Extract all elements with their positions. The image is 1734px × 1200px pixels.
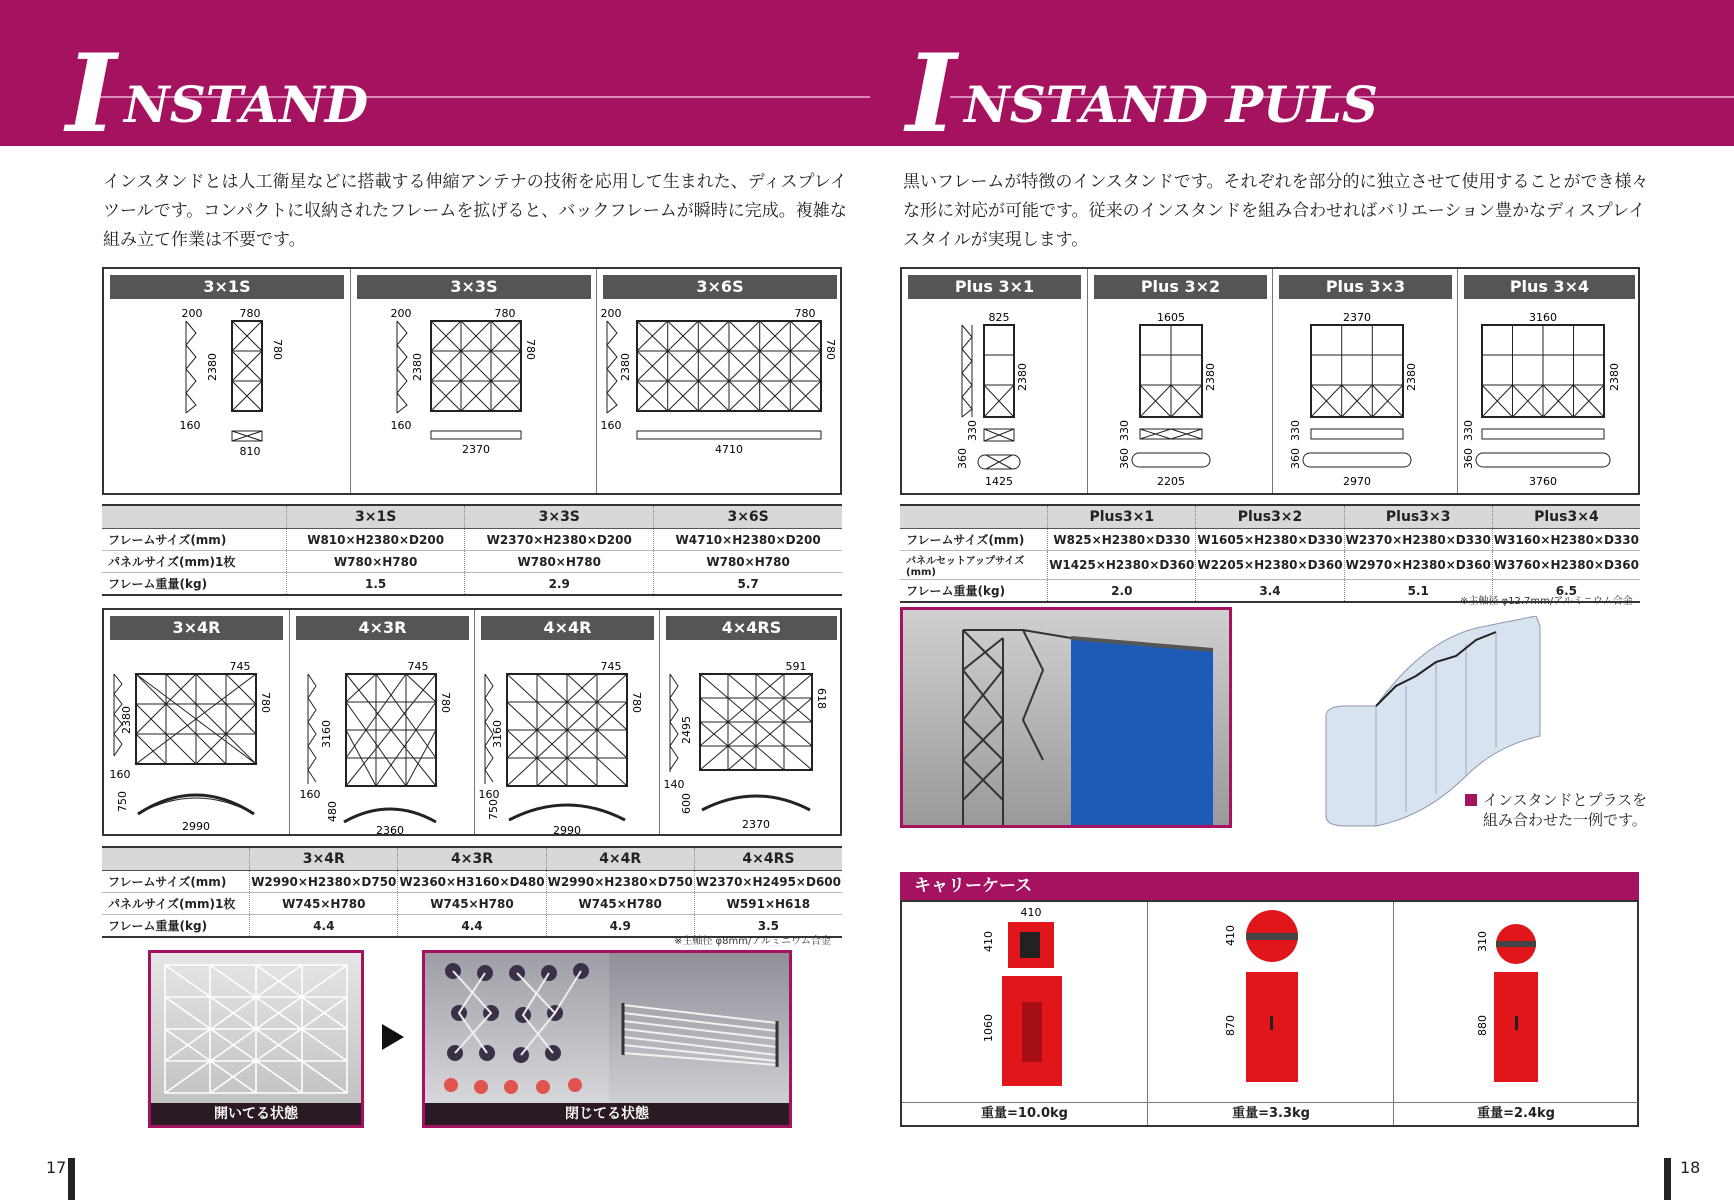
dim: 780 [630,692,643,713]
carry-case-title: キャリーケース [900,872,1639,900]
frame-diagram-group-1 [102,267,842,495]
diagram-3x3s [350,269,597,493]
right-intro-line: スタイルが実現します。 [903,230,1089,250]
table-header: Plus3×2 [1196,505,1344,529]
diagram-plus-3x3 [1272,269,1458,493]
photo-caption: 開いてる状態 [151,1103,361,1125]
spec-table-left-2 [102,846,842,938]
dim: 780 [494,307,516,320]
carry-case-frame [900,900,1639,1127]
table-cell: W2990×H2380×D750 [546,871,694,893]
dim: 2370 [742,818,770,831]
dim: 330 [966,420,979,441]
dim: 1060 [982,1014,995,1042]
page-bar-right [1664,1158,1671,1200]
dim: 480 [326,801,339,822]
table-cell: W2370×H2380×D200 [465,529,654,551]
dim: 591 [785,660,807,673]
diagram-3x1s [104,269,350,493]
diagram-4x4r [474,610,660,834]
table-cell: W810×H2380×D200 [287,529,465,551]
table-header: 4×4R [546,847,694,871]
dim: 2990 [553,824,581,834]
dim: 3160 [320,720,333,748]
table-cell: 2.0 [1048,580,1196,603]
dim: 4710 [715,443,743,456]
page-number-left: 17 [46,1158,67,1177]
diagram-plus-3x4 [1457,269,1641,493]
dim: 780 [524,339,537,360]
dim: 2380 [1405,363,1418,391]
open-frame-image [151,953,361,1103]
table-cell: 1.5 [287,573,465,596]
table-header [102,505,287,529]
dim: 2380 [206,353,219,381]
dim: 618 [815,688,828,709]
frame-diagram-plus-3x4 [1458,303,1641,493]
table-row [102,871,842,893]
table-header: 3×6S [654,505,842,529]
frame-diagram-group-plus [900,267,1640,495]
table-header [900,505,1048,529]
dim: 1605 [1157,311,1185,324]
dim: 160 [478,788,500,801]
dim: 3760 [1529,475,1557,488]
table-cell: W1605×H2380×D330 [1196,529,1344,551]
table-header: Plus3×1 [1048,505,1196,529]
table-cell: フレーム重量(kg) [102,915,250,938]
dim: 140 [663,778,685,791]
table-cell: 4.4 [250,915,398,938]
dim: 780 [259,692,272,713]
combination-caption [1465,790,1647,830]
dim: 745 [600,660,622,673]
dim: 330 [1462,420,1475,441]
dim: 160 [390,419,412,432]
dim: 2380 [120,706,133,734]
dim: 780 [439,692,452,713]
material-note-left: ※主軸径 φ8mm/アルミニウム合金 [674,936,831,947]
table-cell: パネルサイズ(mm)1枚 [102,893,250,915]
diagram-label: Plus 3×3 [1279,275,1452,299]
diagram-3x4r [104,610,289,834]
folded-frame-image [609,953,789,1106]
dim: 160 [179,419,201,432]
dim: 160 [600,419,622,432]
left-title-cap: I [66,31,117,157]
dim: 2370 [1343,311,1371,324]
diagram-4x4rs [659,610,843,834]
dim: 2370 [462,443,490,456]
table-cell: W2990×H2380×D750 [250,871,398,893]
frame-diagram-4x3r [290,644,475,834]
dim: 360 [1289,448,1302,469]
left-intro-line: ツールです。コンパクトに収納されたフレームを拡げると、バックフレームが瞬時に完成。複雑な [103,201,847,221]
table-cell: フレームサイズ(mm) [102,871,250,893]
right-title-rest: NSTAND PULS [964,75,1379,134]
table-row [102,551,842,573]
left-intro-line: 組み立て作業は不要です。 [103,230,306,250]
table-header-row [900,505,1640,529]
table-cell: W4710×H2380×D200 [654,529,842,551]
diagram-plus-3x2 [1087,269,1273,493]
diagram-3x6s [596,269,843,493]
dim: 825 [988,311,1010,324]
diagram-label: Plus 3×2 [1094,275,1267,299]
spec-table-right [900,504,1640,603]
table-cell: 5.1 [1344,580,1492,603]
table-row [102,573,842,596]
table-cell: W2360×H3160×D480 [398,871,546,893]
dim: 360 [1462,448,1475,469]
left-title-rest: NSTAND [124,75,369,134]
case-small-drawing [1394,902,1638,1100]
table-row [102,893,842,915]
table-cell: W780×H780 [654,551,842,573]
table-header: 3×3S [465,505,654,529]
diagram-label: 3×3S [357,275,591,299]
table-cell: 4.9 [546,915,694,938]
table-cell: W780×H780 [287,551,465,573]
table-cell: W2970×H2380×D360 [1344,551,1492,580]
dim: 780 [794,307,816,320]
right-title [906,31,1686,178]
left-intro-line: インスタンドとは人工衛星などに搭載する伸縮アンテナの技術を応用して生まれた、ディスプレイ [103,172,847,192]
dim: 745 [407,660,429,673]
dim: 160 [109,768,131,781]
table-cell: 3.4 [1196,580,1344,603]
table-header [102,847,250,871]
dim: 360 [956,448,969,469]
diagram-label: 4×4RS [666,616,837,640]
table-row [900,529,1640,551]
photo-instand-plus [900,607,1232,828]
left-title-sub: インスタンド [130,152,268,178]
table-header: 3×4R [250,847,398,871]
table-header-row [102,505,842,529]
case-weight: 重量=3.3kg [1148,1102,1394,1125]
diagram-label: Plus 3×4 [1464,275,1635,299]
left-intro [103,168,863,255]
table-cell: W1425×H2380×D360 [1048,551,1196,580]
diagram-label: 4×3R [296,616,469,640]
dim: 2380 [1016,363,1029,391]
dim: 3160 [1529,311,1557,324]
table-cell: W745×H780 [250,893,398,915]
dim: 410 [1224,925,1237,946]
dim: 600 [680,793,693,814]
dim: 810 [239,445,261,458]
table-row [900,551,1640,580]
dim: 310 [1476,931,1489,952]
left-title [66,31,846,178]
table-cell: 2.9 [465,573,654,596]
dim: 2380 [411,353,424,381]
photo-open-state [148,950,364,1128]
table-cell: フレーム重量(kg) [900,580,1048,603]
table-cell: W591×H618 [694,893,842,915]
dim: 1425 [985,475,1013,488]
carry-case-2 [1147,902,1394,1125]
dim: 2205 [1157,475,1185,488]
dim: 360 [1118,448,1131,469]
dim: 200 [600,307,622,320]
frame-diagram-3x3s [351,303,597,493]
dim: 870 [1224,1015,1237,1036]
dim: 160 [299,788,321,801]
table-cell: フレームサイズ(mm) [900,529,1048,551]
case-large-drawing [902,902,1147,1100]
dim: 2380 [1204,363,1217,391]
table-header: Plus3×4 [1492,505,1640,529]
right-intro-line: な形に対応が可能です。従来のインスタンドを組み合わせればバリエーション豊かなディスプレイ [903,201,1646,221]
frame-diagram-plus-3x3 [1273,303,1458,493]
right-title-sub: インスタンド・プラス [970,152,1199,178]
diagram-label: 3×6S [603,275,837,299]
table-cell: フレームサイズ(mm) [102,529,287,551]
dim: 330 [1289,420,1302,441]
dim: 880 [1476,1015,1489,1036]
table-header: 4×4RS [694,847,842,871]
closing-frame-image [425,953,609,1106]
diagram-label: 3×1S [110,275,344,299]
dim: 750 [487,799,500,820]
dim: 2380 [1608,363,1621,391]
dim: 780 [824,339,837,360]
frame-diagram-4x4r [475,644,660,834]
table-cell: W2205×H2380×D360 [1196,551,1344,580]
right-intro-line: 黒いフレームが特徴のインスタンドです。それぞれを部分的に独立させて使用することができ様々 [903,172,1649,192]
table-header: 3×1S [287,505,465,529]
table-header: Plus3×3 [1344,505,1492,529]
dim: 2990 [182,820,210,833]
frame-diagram-3x1s [104,303,350,493]
folded-frame-drawing [609,953,789,1106]
table-cell: W2370×H2495×D600 [694,871,842,893]
table-row [102,529,842,551]
table-cell: W780×H780 [465,551,654,573]
table-cell: W3160×H2380×D330 [1492,529,1640,551]
frame-diagram-4x4rs [660,644,843,834]
table-header: 4×3R [398,847,546,871]
table-cell: 6.5 [1492,580,1640,603]
material-note-right: ※主軸径 φ12.7mm/アルミニウム合金 [1460,596,1633,607]
diagram-label: Plus 3×1 [908,275,1081,299]
frame-diagram-group-2 [102,608,842,836]
carry-case-3 [1393,902,1638,1125]
diagram-plus-3x1 [902,269,1087,493]
table-cell: フレーム重量(kg) [102,573,287,596]
carry-case-1 [902,902,1147,1125]
dim: 200 [181,307,203,320]
frame-diagram-plus-3x1 [902,303,1087,493]
table-cell: W2370×H2380×D330 [1344,529,1492,551]
frame-diagram-3x4r [104,644,289,834]
combined-stand-image [903,610,1229,825]
dim: 780 [271,339,284,360]
case-medium-drawing [1148,902,1394,1100]
right-title-cap: I [906,31,957,157]
diagram-label: 4×4R [481,616,654,640]
dim: 2495 [680,716,693,744]
page-number-right: 18 [1680,1158,1701,1177]
dim: 745 [229,660,251,673]
table-cell: パネルセットアップサイズ(mm) [900,551,1048,580]
caption-line: 組み合わせた一例です。 [1483,811,1647,829]
diagram-4x3r [289,610,475,834]
spec-table-left-1 [102,504,842,596]
dim: 200 [390,307,412,320]
closing-frame-drawing [425,953,609,1106]
bullet-square-icon [1465,794,1477,806]
table-cell: W745×H780 [546,893,694,915]
dim: 330 [1118,420,1131,441]
dim: 780 [239,307,261,320]
dim: 750 [116,791,129,812]
diagram-label: 3×4R [110,616,283,640]
page-bar-left [68,1158,75,1200]
right-intro [903,168,1663,255]
table-cell: パネルサイズ(mm)1枚 [102,551,287,573]
frame-diagram-plus-3x2 [1088,303,1273,493]
dim: 2970 [1343,475,1371,488]
table-cell: 4.4 [398,915,546,938]
table-header-row [102,847,842,871]
frame-diagram-3x6s [597,303,843,493]
dim: 410 [1020,906,1042,919]
table-cell: W825×H2380×D330 [1048,529,1196,551]
table-cell: W3760×H2380×D360 [1492,551,1640,580]
table-cell: 3.5 [694,915,842,938]
table-cell: 5.7 [654,573,842,596]
photo-caption: 閉じてる状態 [425,1103,789,1125]
dim: 410 [982,931,995,952]
arrow-right-icon [382,1024,404,1050]
dim: 2360 [376,824,404,834]
case-weight: 重量=10.0kg [902,1102,1147,1125]
table-cell: W745×H780 [398,893,546,915]
photo-closed-state [422,950,792,1128]
case-weight: 重量=2.4kg [1394,1102,1638,1125]
caption-line: インスタンドとプラスを [1483,791,1648,809]
dim: 2380 [619,353,632,381]
dim: 3160 [491,720,504,748]
